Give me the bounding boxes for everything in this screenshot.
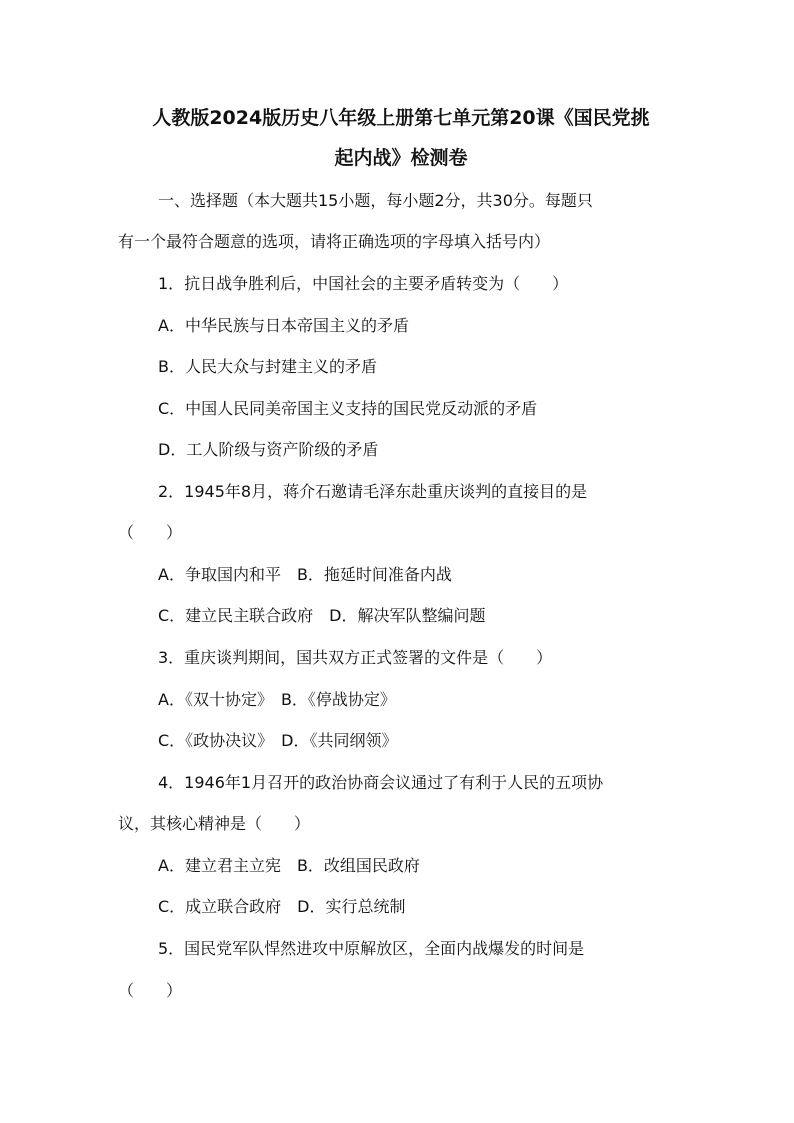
question-1-option-c: C．中国人民同美帝国主义支持的国民党反动派的矛盾 — [158, 399, 538, 418]
question-3-options-ab: A．《双十协定》 B．《停战协定》 — [158, 690, 396, 709]
question-2-options-ab: A．争取国内和平 B．拖延时间准备内战 — [158, 565, 452, 584]
section-intro-line-2: 有一个最符合题意的选项，请将正确选项的字母填入括号内） — [118, 232, 551, 251]
question-4-stem-line-2: 议，其核心精神是（ ） — [118, 814, 311, 833]
question-3-options-cd: C．《政协决议》 D．《共同纲领》 — [158, 731, 398, 750]
question-1-option-b: B．人民大众与封建主义的矛盾 — [158, 357, 377, 376]
document-title-line-1: 人教版2024版历史八年级上册第七单元第20课《国民党挑 — [152, 107, 650, 129]
question-4-options-cd: C．成立联合政府 D．实行总统制 — [158, 897, 406, 916]
question-5-stem-line-1: 5．国民党军队悍然进攻中原解放区，全面内战爆发的时间是 — [158, 939, 585, 958]
document-title-line-2: 起内战》检测卷 — [334, 147, 468, 169]
section-intro-line-1: 一、选择题（本大题共15小题，每小题2分，共30分。每题只 — [158, 191, 593, 210]
question-1-option-a: A．中华民族与日本帝国主义的矛盾 — [158, 316, 409, 335]
question-3-stem: 3．重庆谈判期间，国共双方正式签署的文件是（ ） — [158, 648, 553, 667]
question-4-stem-line-1: 4．1946年1月召开的政治协商会议通过了有利于人民的五项协 — [158, 773, 604, 792]
question-1-option-d: D．工人阶级与资产阶级的矛盾 — [158, 440, 379, 459]
question-1-stem: 1．抗日战争胜利后，中国社会的主要矛盾转变为（ ） — [158, 274, 569, 293]
question-2-stem-line-2: （ ） — [118, 523, 183, 542]
question-2-options-cd: C．建立民主联合政府 D．解决军队整编问题 — [158, 606, 486, 625]
question-4-options-ab: A．建立君主立宪 B．改组国民政府 — [158, 856, 420, 875]
question-5-stem-line-2: （ ） — [118, 981, 183, 1000]
question-2-stem-line-1: 2．1945年8月，蒋介石邀请毛泽东赴重庆谈判的直接目的是 — [158, 482, 588, 501]
